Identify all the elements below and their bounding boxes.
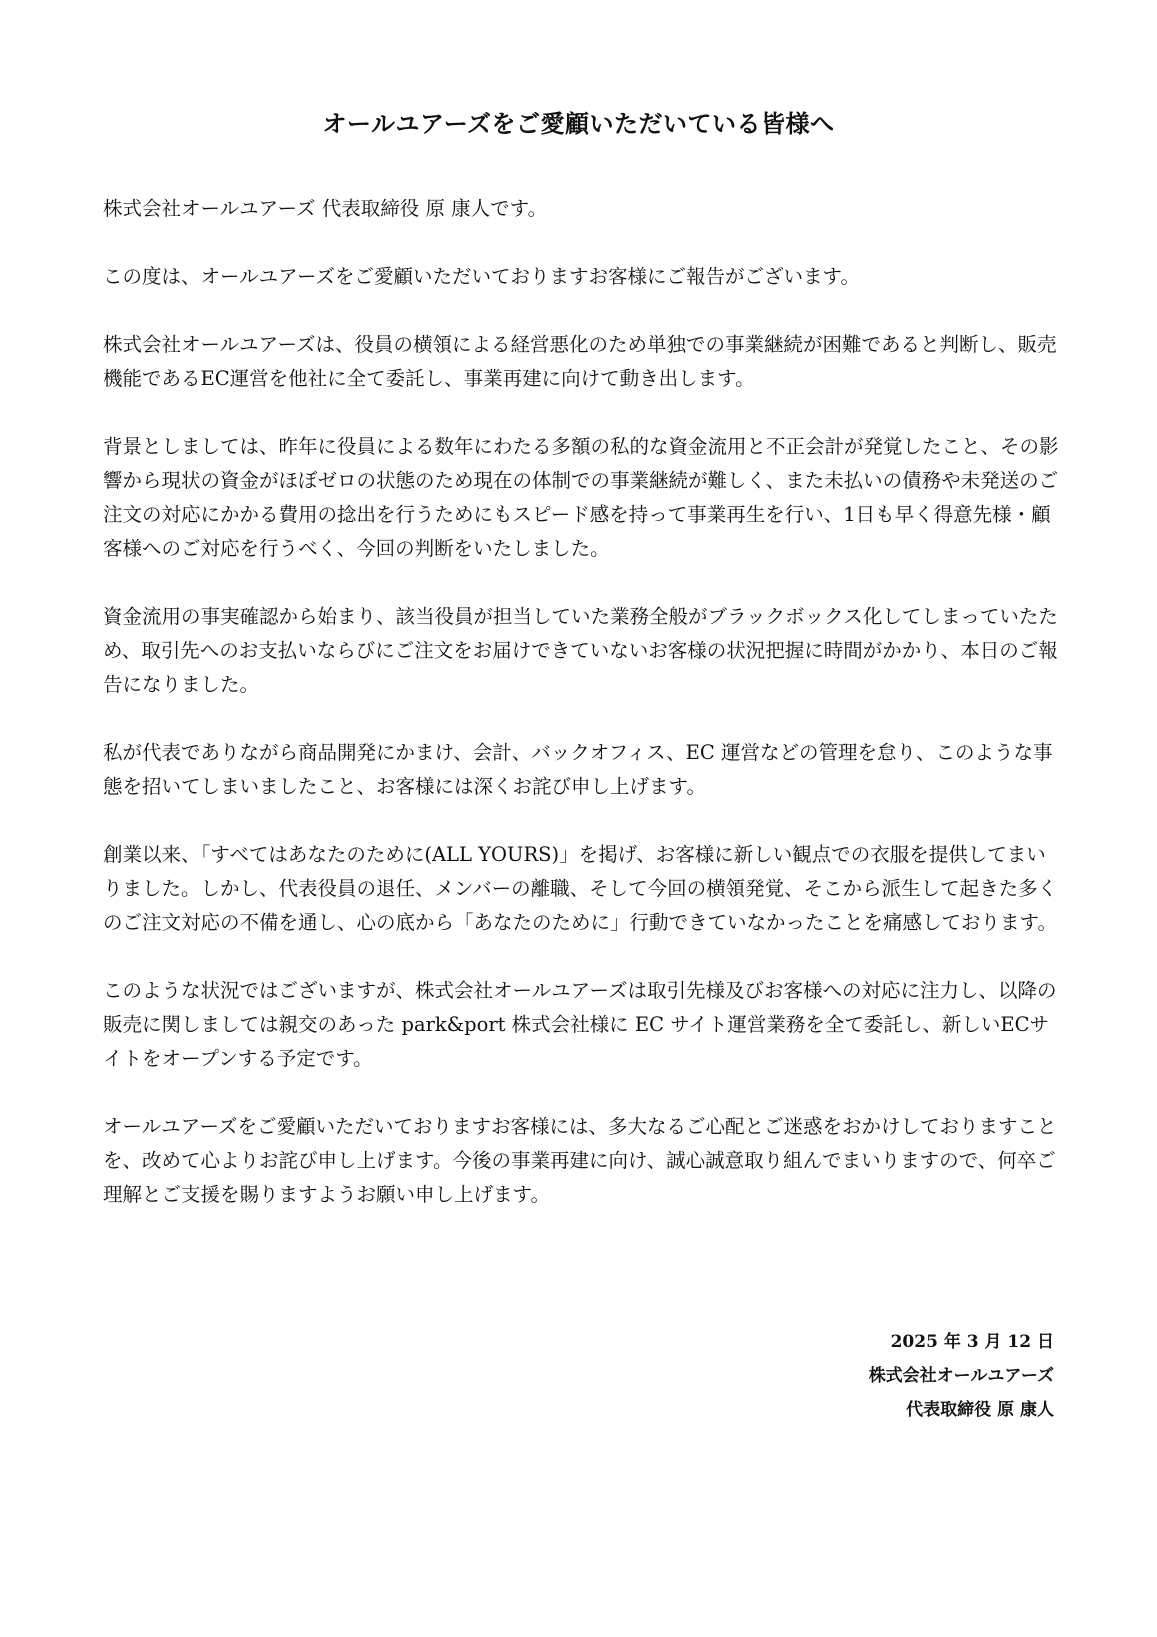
paragraph-announcement: この度は、オールユアーズをご愛顧いただいておりますお客様にご報告がございます。: [103, 265, 860, 288]
signature-company: 株式会社オールユアーズ: [868, 1366, 1054, 1386]
paragraph-greeting: 株式会社オールユアーズ 代表取締役 原 康人です。: [103, 197, 548, 220]
paragraph-future-plan: このような状況ではございますが、株式会社オールユアーズは取引先様及びお客様への対応に注力し、以降の販売に関しましては親交のあった park&port 株式会社様に EC サイト運営業務を全て委託し、新しいECサイトをオープンする予定です。: [103, 979, 1057, 1070]
signature-date: 2025 年 3 月 12 日: [890, 1332, 1054, 1352]
paragraph-founding-reflection: 創業以来、「すべてはあなたのために(ALL YOURS)」を掲げ、お客様に新しい観点での衣服を提供してまいりました。しかし、代表役員の退任、メンバーの離職、そして今回の横領発覚、そこから派生して起きた多くのご注文対応の不備を通し、心の底から「あなたのために」行動できていなかったことを痛感しております。: [103, 843, 1058, 934]
signature-representative: 代表取締役 原 康人: [906, 1400, 1054, 1420]
paragraph-investigation: 資金流用の事実確認から始まり、該当役員が担当していた業務全般がブラックボックス化してしまっていたため、取引先へのお支払いならびにご注文をお届けできていないお客様の状況把握に時間がかかり、本日のご報告になりました。: [103, 605, 1058, 696]
signature-block: [869, 1325, 1054, 1427]
paragraph-background: 背景としましては、昨年に役員による数年にわたる多額の私的な資金流用と不正会計が発覚したこと、その影響から現状の資金がほぼゼロの状態のため現在の体制での事業継続が難しく、また未払いの債務や未発送のご注文の対応にかかる費用の捻出を行うためにもスピード感を持って事業再生を行い、1日も早く得意先様・顧客様へのご対応を行うべく、今回の判断をいたしました。: [103, 435, 1059, 560]
document-body: [103, 192, 1063, 1246]
paragraph-closing: オールユアーズをご愛顧いただいておりますお客様には、多大なるご心配とご迷惑をおかけしておりますことを、改めて心よりお詫び申し上げます。今後の事業再建に向け、誠心誠意取り組んでまいりますので、何卒ご理解とご支援を賜りますようお願い申し上げます。: [103, 1115, 1057, 1206]
paragraph-decision: 株式会社オールユアーズは、役員の横領による経営悪化のため単独での事業継続が困難であると判断し、販売機能であるEC運営を他社に全て委託し、事業再建に向けて動き出します。: [103, 333, 1057, 390]
document-title: オールユアーズをご愛顧いただいている皆様へ: [322, 109, 835, 138]
paragraph-apology: 私が代表でありながら商品開発にかまけ、会計、バックオフィス、EC 運営などの管理を怠り、このような事態を招いてしまいましたこと、お客様には深くお詫び申し上げます。: [103, 741, 1053, 798]
